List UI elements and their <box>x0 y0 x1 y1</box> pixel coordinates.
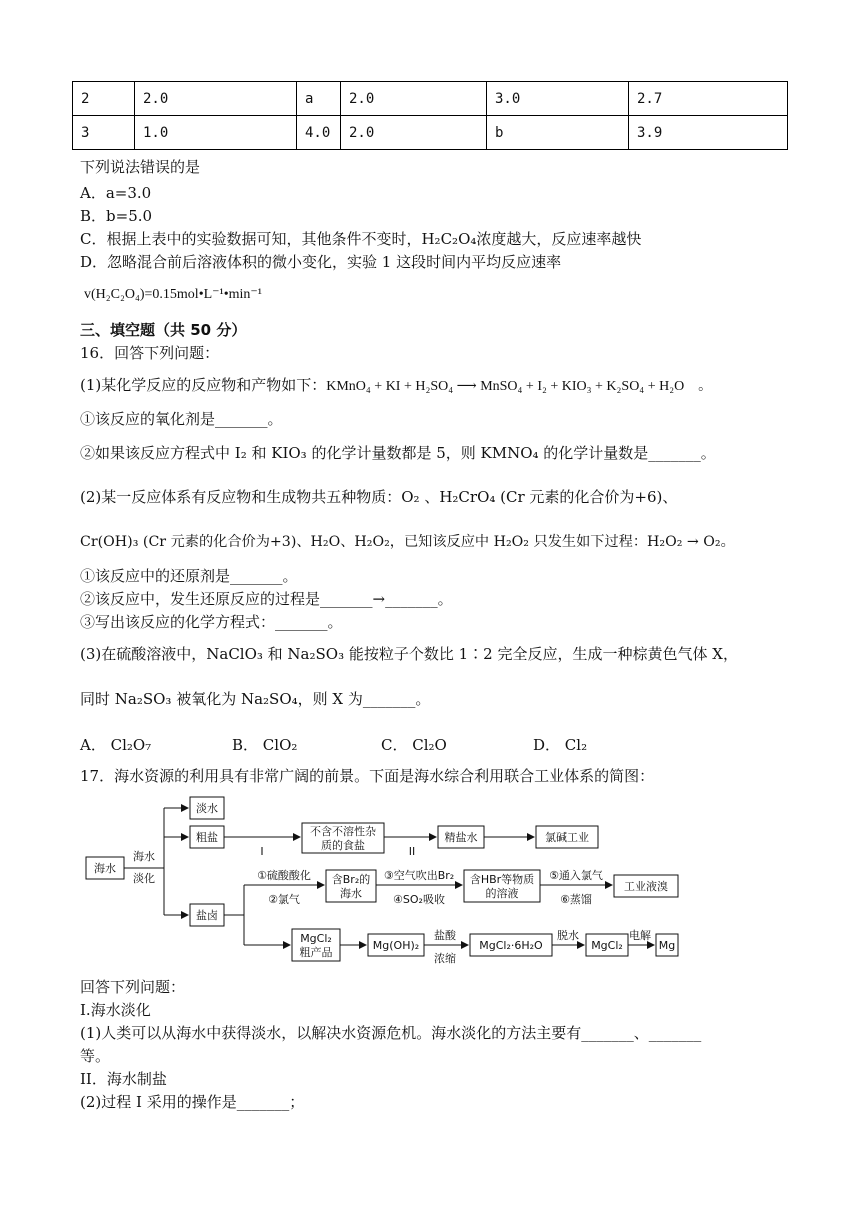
q15-option-d: D．忽略混合前后溶液体积的微小变化，实验 1 这段时间内平均反应速率 <box>80 253 562 271</box>
table-cell: 2.0 <box>135 82 297 116</box>
q17-q2: (2)过程 I 采用的操作是_______； <box>80 1093 305 1111</box>
table-cell: 2 <box>73 82 135 116</box>
step-2-label: ②氯气 <box>268 893 300 906</box>
desal-label-2: 淡化 <box>133 872 155 885</box>
q16-p2-line2: Cr(OH)₃ (Cr 元素的化合价为+3)、H₂O、H₂O₂，已知该反应中 H₂O₂ 只发生如下过程：H₂O₂ → O₂。 <box>80 534 735 550</box>
dehydrate-label: 脱水 <box>557 929 579 942</box>
salt-box-line-1: 不含不溶性杂 <box>310 825 376 838</box>
step-5-label: ⑤通入氯气 <box>549 869 603 882</box>
q15-option-c: C．根据上表中的实验数据可知，其他条件不变时，H₂C₂O₄浓度越大，反应速率越快 <box>80 230 642 248</box>
q16-choice-a: A． Cl₂O₇ <box>80 736 152 754</box>
step-i-label: I <box>260 845 264 858</box>
q16-p2-b: ②该反应中，发生还原反应的过程是_______→_______。 <box>80 590 453 608</box>
q16-p1-a: ①该反应的氧化剂是_______。 <box>80 410 283 428</box>
q15-stem: 下列说法错误的是 <box>80 158 201 176</box>
mgoh2-label: Mg(OH)₂ <box>372 939 420 952</box>
table-cell: 2.7 <box>629 82 788 116</box>
step-3-label: ③空气吹出Br₂ <box>383 869 455 882</box>
mgcl2-crude-line-1: MgCl₂ <box>300 932 332 945</box>
q16-choice-d: D． Cl₂ <box>533 736 588 754</box>
q16-p3-line2: 同时 Na₂SO₃ 被氧化为 Na₂SO₄，则 X 为_______。 <box>80 690 431 708</box>
concentrate-label: 浓缩 <box>434 952 456 965</box>
refined-brine-label: 精盐水 <box>444 831 478 844</box>
q17-q1-line2: 等。 <box>80 1047 111 1065</box>
q16-p3-line1: (3)在硫酸溶液中，NaClO₃ 和 Na₂SO₃ 能按粒子个数比 1∶2 完全反应，生成一种棕黄色气体 X， <box>80 645 738 663</box>
hbr-box-line-1: 含HBr等物质 <box>469 873 535 886</box>
q17-title: 17．海水资源的利用具有非常广阔的前景。下面是海水综合利用联合工业体系的简图： <box>80 767 655 785</box>
q17-answer-intro: 回答下列问题： <box>80 978 186 996</box>
mg-label: Mg <box>658 939 676 952</box>
fresh-water-label: 淡水 <box>196 802 218 815</box>
q16-p2-line1: (2)某一反应体系有反应物和生成物共五种物质：O₂ 、H₂CrO₄ (Cr 元素的化合价为+6)、 <box>80 488 678 506</box>
crude-salt-label: 粗盐 <box>196 831 218 844</box>
mgcl2-label: MgCl₂ <box>591 939 623 952</box>
q17-part-i: I.海水淡化 <box>80 1001 151 1019</box>
table-cell: 1.0 <box>135 116 297 150</box>
desal-label-1: 海水 <box>133 850 155 863</box>
bromine-label: 工业液溴 <box>624 880 668 893</box>
table-cell: 2.0 <box>341 82 487 116</box>
q17-q1-line1: (1)人类可以从海水中获得淡水，以解决水资源危机。海水淡化的方法主要有_______、_______ <box>80 1024 702 1042</box>
brine-label: 盐卤 <box>196 909 218 922</box>
electrolysis-label: 电解 <box>629 929 651 942</box>
table-row <box>73 82 788 116</box>
chlor-alkali-label: 氯碱工业 <box>545 831 589 844</box>
q16-p1-b: ②如果该反应方程式中 I₂ 和 KIO₃ 的化学计量数都是 5，则 KMNO₄ 的化学计量数是_______。 <box>80 444 716 462</box>
table-cell: 3 <box>73 116 135 150</box>
table-cell: a <box>297 82 341 116</box>
q15-rate-formula: v(H₂C₂O₄)=0.15mol•L⁻¹•min⁻¹ <box>84 287 263 302</box>
step-ii-label: II <box>408 845 416 858</box>
hcl-label: 盐酸 <box>434 929 456 942</box>
table-cell: b <box>487 116 629 150</box>
mgcl2-hydrate-label: MgCl₂·6H₂O <box>479 939 543 952</box>
table-cell: 3.9 <box>629 116 788 150</box>
hbr-box-line-2: 的溶液 <box>485 887 519 900</box>
section-heading: 三、填空题（共 50 分） <box>80 321 247 339</box>
table-cell: 3.0 <box>487 82 629 116</box>
q16-p1-equation: KMnO₄ + KI + H₂SO₄ ⟶ MnSO₄ + I₂ + KIO₃ + K₂SO₄ + H₂O 。 <box>326 379 713 394</box>
table-cell: 4.0 <box>297 116 341 150</box>
q17-part-ii: II．海水制盐 <box>80 1070 167 1088</box>
seawater-flow-diagram <box>84 793 684 973</box>
mgcl2-crude-line-2: 粗产品 <box>299 946 333 959</box>
salt-box-line-2: 质的食盐 <box>321 839 365 852</box>
step-1-label: ①硫酸酸化 <box>257 869 311 882</box>
q16-title: 16．回答下列问题： <box>80 344 220 362</box>
q16-p1-intro: (1)某化学反应的反应物和产物如下： <box>80 376 327 394</box>
q16-choice-c: C． Cl₂O <box>381 736 447 754</box>
q16-choice-b: B． ClO₂ <box>232 736 298 754</box>
table-cell: 2.0 <box>341 116 487 150</box>
br-box-line-1: 含Br₂的 <box>331 873 371 886</box>
br-box-line-2: 海水 <box>340 887 362 900</box>
q16-p2-a: ①该反应中的还原剂是_______。 <box>80 567 298 585</box>
q16-p2-c: ③写出该反应的化学方程式：_______。 <box>80 613 343 631</box>
step-4-label: ④SO₂吸收 <box>393 893 445 906</box>
table-row <box>73 116 788 150</box>
seawater-label: 海水 <box>94 862 116 875</box>
q15-option-b: B．b=5.0 <box>80 207 153 225</box>
experiment-table <box>72 81 788 150</box>
q15-option-a: A．a=3.0 <box>80 184 152 202</box>
step-6-label: ⑥蒸馏 <box>560 893 592 906</box>
